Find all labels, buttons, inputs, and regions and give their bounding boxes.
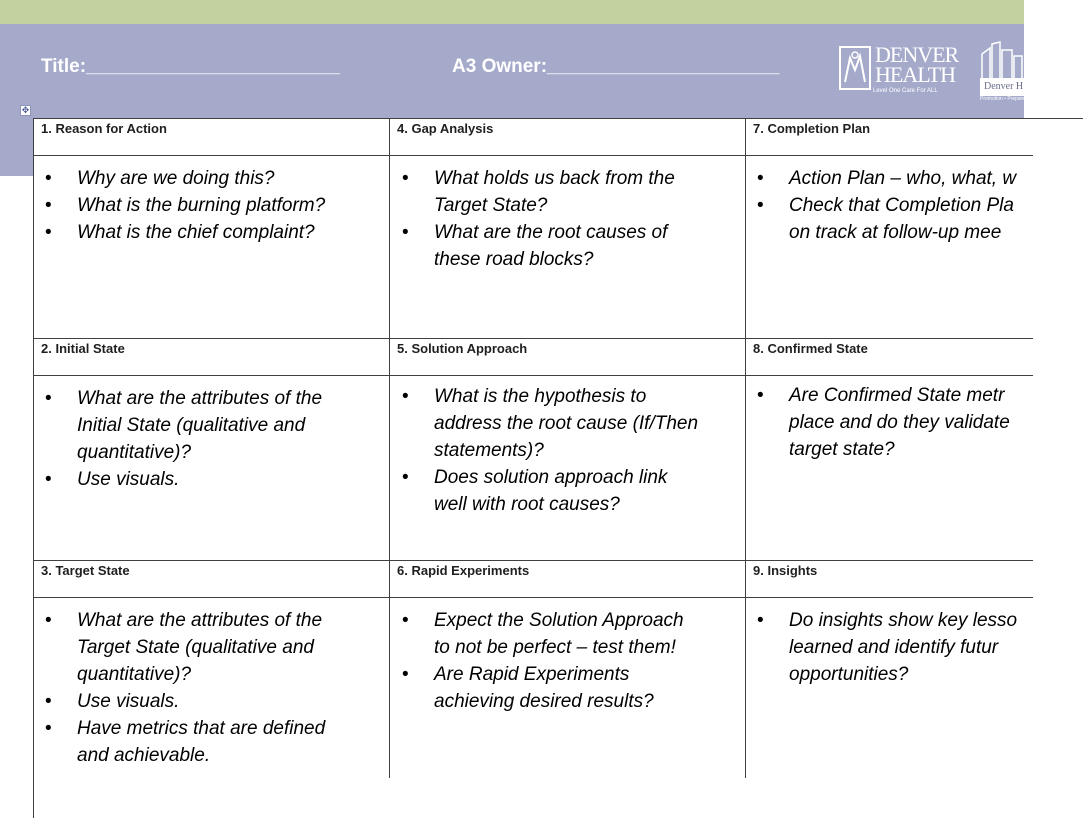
prompt-text: What is the hypothesis to address the root cause (If/Then statements)? [434, 386, 699, 461]
prompt-item [42, 385, 322, 466]
bullet-icon: • [757, 610, 764, 631]
section-prompts-initial-state [42, 385, 322, 493]
bullet-icon: • [45, 610, 52, 631]
prompt-text: Are Confirmed State metr place and do they validate target state? [789, 385, 1010, 460]
bullet-icon: • [45, 388, 52, 409]
bullet-icon: • [45, 718, 52, 739]
section-prompts-confirmed-state [754, 382, 1010, 463]
section-title-gap-analysis: 4. Gap Analysis [397, 121, 494, 136]
prompt-item [42, 715, 325, 769]
bullet-icon: • [402, 168, 409, 189]
column-divider [745, 118, 746, 778]
prompt-item [42, 607, 325, 688]
logo-emblem-icon [839, 46, 871, 90]
row-divider [33, 338, 1033, 339]
prompt-text: What is the chief complaint? [77, 222, 315, 243]
prompt-text: Does solution approach link well with root causes? [434, 467, 668, 515]
row-divider [33, 597, 1033, 598]
prompt-item [42, 192, 325, 219]
bullet-icon: • [402, 610, 409, 631]
prompt-text: Do insights show key lesso learned and identify futur opportunities? [789, 610, 1018, 685]
section-title-rapid-experiments: 6. Rapid Experiments [397, 563, 530, 578]
table-move-handle-icon[interactable]: ✥ [21, 105, 30, 115]
section-title-reason-for-action: 1. Reason for Action [41, 121, 167, 136]
column-divider [389, 118, 390, 778]
title-label: Title:________________________ [41, 56, 340, 77]
prompt-item [399, 661, 684, 715]
row-divider [33, 560, 1033, 561]
section-title-insights: 9. Insights [753, 563, 818, 578]
prompt-item [399, 607, 684, 661]
bullet-icon: • [402, 386, 409, 407]
bullet-icon: • [45, 469, 52, 490]
prompt-item [42, 688, 325, 715]
section-title-completion-plan: 7. Completion Plan [753, 121, 871, 136]
prompt-item [42, 219, 325, 246]
bullet-icon: • [45, 168, 52, 189]
bullet-icon: • [402, 664, 409, 685]
prompt-text: Have metrics that are defined and achievable. [77, 718, 326, 766]
bullet-icon: • [402, 222, 409, 243]
prompt-item [399, 165, 675, 219]
bullet-icon: • [45, 222, 52, 243]
prompt-item [399, 219, 675, 273]
header-band-extension [0, 118, 33, 176]
prompt-text: What are the attributes of the Initial State (qualitative and quantitative)? [77, 388, 323, 463]
prompt-text: What are the root causes of these road blocks? [434, 222, 668, 270]
a3-owner-label: A3 Owner:______________________ [452, 56, 780, 77]
prompt-text: Expect the Solution Approach to not be perfect – test them! [434, 610, 684, 658]
section-title-solution-approach: 5. Solution Approach [397, 341, 528, 356]
row-divider [33, 375, 1033, 376]
prompt-text: What is the burning platform? [77, 195, 326, 216]
row-divider [33, 155, 1033, 156]
secondary-logo [978, 40, 1039, 102]
prompt-text: Why are we doing this? [77, 168, 275, 189]
bullet-icon: • [45, 691, 52, 712]
prompt-item [399, 383, 698, 464]
section-prompts-target-state [42, 607, 325, 769]
building-icon [978, 40, 1024, 80]
bullet-icon: • [757, 168, 764, 189]
prompt-item [754, 192, 1016, 246]
denver-health-logo [839, 42, 959, 100]
logo-line-2: HEALTH [875, 62, 955, 87]
bullet-icon: • [757, 195, 764, 216]
prompt-text: Action Plan – who, what, w [789, 168, 1017, 189]
prompt-text: What are the attributes of the Target State (qualitative and quantitative)? [77, 610, 323, 685]
section-title-target-state: 3. Target State [41, 563, 130, 578]
bullet-icon: • [402, 467, 409, 488]
section-title-initial-state: 2. Initial State [41, 341, 125, 356]
section-prompts-completion-plan [754, 165, 1016, 246]
prompt-item [754, 165, 1016, 192]
prompt-item [754, 607, 1017, 688]
section-prompts-solution-approach [399, 383, 698, 518]
prompt-text: Use visuals. [77, 691, 180, 712]
section-prompts-gap-analysis [399, 165, 675, 273]
secondary-logo-name: Denver H [984, 81, 1024, 92]
section-prompts-insights [754, 607, 1017, 688]
section-prompts-reason-for-action [42, 165, 325, 246]
section-prompts-rapid-experiments [399, 607, 684, 715]
prompt-item [42, 165, 325, 192]
logo-tagline: Level One Care For ALL [873, 88, 938, 94]
prompt-item [754, 382, 1010, 463]
prompt-text: Are Rapid Experiments achieving desired results? [434, 664, 654, 712]
section-title-confirmed-state: 8. Confirmed State [753, 341, 868, 356]
prompt-item [42, 466, 322, 493]
bullet-icon: • [757, 385, 764, 406]
secondary-logo-tagline: Promotion • Preparedness [980, 96, 1039, 102]
top-accent-strip [0, 0, 1024, 24]
logo-line-1: DENVER [875, 42, 959, 67]
bullet-icon: • [45, 195, 52, 216]
prompt-text: What holds us back from the Target State? [434, 168, 675, 216]
prompt-text: Check that Completion Pla on track at follow-up mee [789, 195, 1014, 243]
prompt-text: Use visuals. [77, 469, 180, 490]
prompt-item [399, 464, 698, 518]
